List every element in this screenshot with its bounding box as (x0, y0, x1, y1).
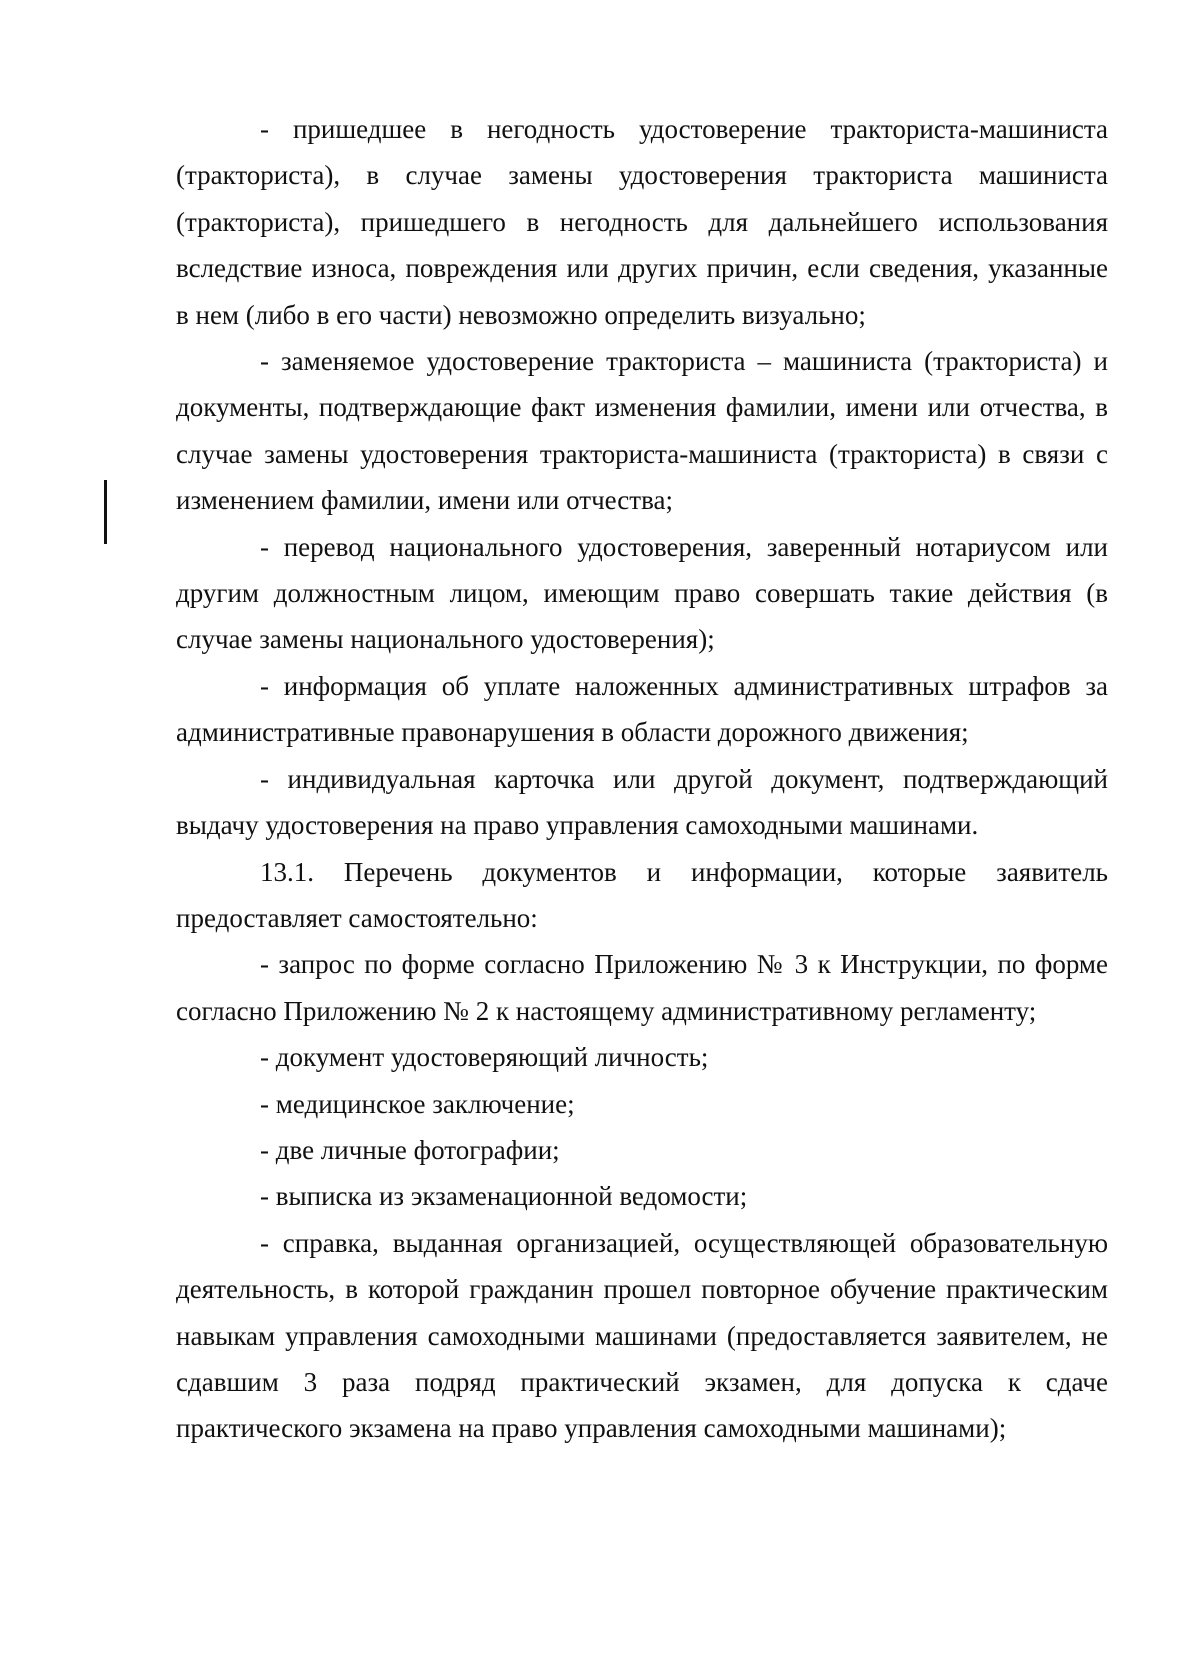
paragraph-identity-document: - документ удостоверяющий личность; (260, 1042, 709, 1073)
paragraph-training-certificate: - справка, выданная организацией, осуществляющей образовательную деятельность, в которой гражданин прошел повторное обучение практическим навыкам управления самоходными машинами (предоставляется заявителем, не сдавшим 3 раза подряд практический экзамен, для допуска к сдаче практического экзамена на право управления самоходными машинами); (176, 1227, 1108, 1444)
paragraph-individual-card: - индивидуальная карточка или другой документ, подтверждающий выдачу удостоверения на право управления самоходными машинами. (176, 763, 1108, 841)
paragraph-exam-statement: - выписка из экзаменационной ведомости; (260, 1181, 748, 1212)
document-body (176, 106, 1108, 1452)
paragraph-medical-certificate: - медицинское заключение; (260, 1088, 575, 1119)
paragraph-request-form: - запрос по форме согласно Приложению № 3 к Инструкции, по форме согласно Приложению № 2 к настоящему административному регламенту; (176, 949, 1108, 1026)
paragraph-national-license-translation: - перевод национального удостоверения, заверенный нотариусом или другим должностным лицом, имеющим право совершать такие действия (в случае замены национального удостоверения); (176, 531, 1108, 655)
paragraph-photographs: - две личные фотографии; (260, 1134, 560, 1165)
paragraph-replaced-license: - заменяемое удостоверение тракториста – машиниста (тракториста) и документы, подтверждающие факт изменения фамилии, имени или отчества, в случае замены удостоверения тракториста-машиниста (тракториста) в связи с изменением фамилии, имени или отчества; (176, 346, 1108, 516)
margin-change-bar (104, 480, 107, 544)
paragraph-worn-license: - пришедшее в негодность удостоверение тракториста-машиниста (тракториста), в случае замены удостоверения тракториста машиниста (тракториста), пришедшего в негодность для дальнейшего использования вследствие износа, повреждения или других причин, если сведения, указанные в нем (либо в его части) невозможно определить визуально; (176, 114, 1108, 330)
paragraph-fines-info: - информация об уплате наложенных административных штрафов за административные правонарушения в области дорожного движения; (176, 670, 1108, 748)
paragraph-section-13-1: 13.1. Перечень документов и информации, которые заявитель предоставляет самостоятельно: (176, 856, 1108, 933)
